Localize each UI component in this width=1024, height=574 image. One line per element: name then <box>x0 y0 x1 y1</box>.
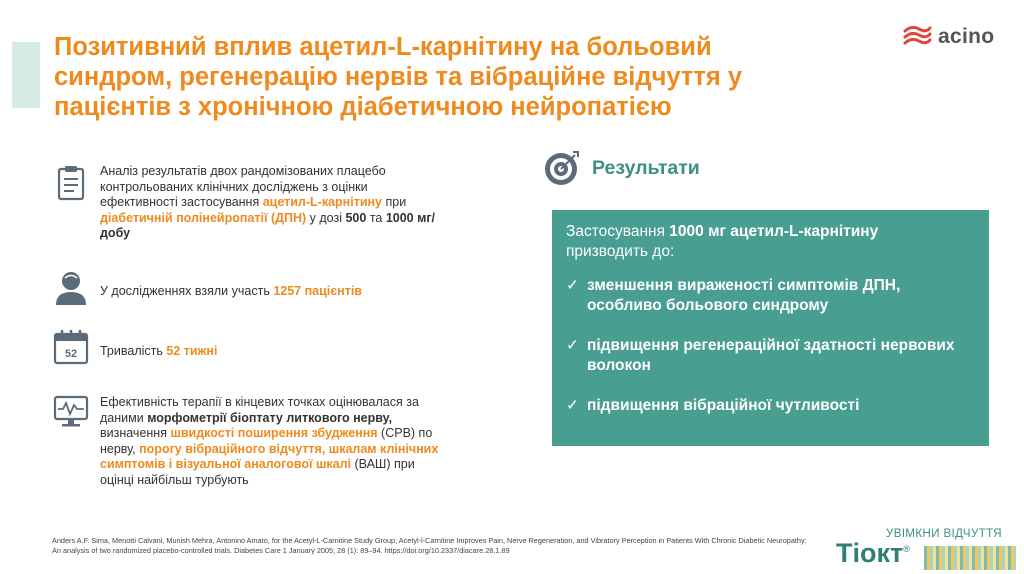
text-segment: при <box>382 195 407 209</box>
check-icon: ✓ <box>566 337 579 354</box>
results-list-item <box>566 396 977 416</box>
text-segment: Тривалість <box>100 344 167 358</box>
text-segment: (ВАШ) при оцінці найбільш турбують <box>100 457 415 487</box>
highlighted-text: ацетил-L-карнітину <box>262 195 383 209</box>
highlighted-text: швидкості поширення збудження <box>170 426 378 440</box>
results-item-text: підвищення регенераційної здатності нервових волокон <box>587 337 955 374</box>
text-segment: та <box>366 210 386 225</box>
check-icon: ✓ <box>566 397 579 414</box>
highlighted-text: порогу вібраційного відчуття, шкалам клінічних симптомів і візуальної аналогової шкалі <box>100 441 439 471</box>
text-segment: визначення <box>100 426 171 440</box>
results-lead-pre: Застосування <box>566 223 670 240</box>
brand-slogan: УВІМКНИ ВІДЧУТТЯ <box>886 528 1002 540</box>
highlighted-text: діабетичній полінейропатії (ДПН) <box>100 210 307 225</box>
patients-text <box>100 284 436 300</box>
patient-icon <box>52 268 90 306</box>
target-icon <box>542 148 582 188</box>
title-line-3: пацієнтів з хронічною діабетичною нейропатією <box>54 93 672 121</box>
duration-item <box>52 328 218 366</box>
references: Anders A.F. Sima, Menotti Calvani, Munish Mehra, Antonino Amato, for the Acetyl-L-Carnitine Study Group; Acetyl-l-Carnitine Improves Pain, Nerve Regeneration, and Vibratory Perception in Patients With Chronic Diabetic Neuropathy: An analysis of two randomized placebo-controlled trials. Diabetes Care 1 January 2005; 28 (1): 89–94. https://doi.org/10.2337/diacare.28.1.89 <box>52 536 807 555</box>
results-lead-dose: 1000 мг ацетил-L-карнітину <box>669 223 879 240</box>
brand-name-text: Тіокт <box>836 538 904 568</box>
duration-text <box>100 344 436 360</box>
results-list <box>566 276 977 416</box>
bold-text: 1000 мг/добу <box>100 210 436 240</box>
tiokt-brand <box>836 526 1016 570</box>
acino-logo-icon <box>902 23 932 51</box>
efficacy-item <box>52 392 439 487</box>
title-line-1: Позитивний вплив ацетил-L-карнітину на больовий <box>54 33 712 61</box>
bold-text: 500 <box>345 210 367 225</box>
title-line-2: синдром, регенерацію нервів та вібраційне відчуття у <box>54 63 743 91</box>
monitor-icon <box>52 392 90 430</box>
highlighted-text: 1257 пацієнтів <box>273 284 362 298</box>
page-title <box>54 32 914 122</box>
results-list-item <box>566 336 977 376</box>
bold-text: морфометрії біоптату литкового нерву, <box>147 410 393 425</box>
study-analysis-item <box>52 164 436 240</box>
acino-logo <box>902 23 994 51</box>
text-segment: Ефективність терапії в кінцевих точках оцінювалася за даними <box>100 395 419 425</box>
text-segment: у дозі <box>306 210 346 225</box>
brand-name <box>836 538 910 569</box>
brand-stripes <box>924 546 1016 570</box>
results-lead-post: призводить до: <box>566 243 675 260</box>
results-title: Результати <box>592 156 700 179</box>
text-segment: У дослідженнях взяли участь <box>100 284 274 298</box>
results-item-text: зменшення вираженості симптомів ДПН, особливо больового синдрому <box>587 277 901 314</box>
results-lead <box>566 222 977 262</box>
patients-item <box>52 268 362 306</box>
check-icon: ✓ <box>566 277 579 294</box>
efficacy-text <box>100 395 440 488</box>
results-heading <box>542 148 700 188</box>
acino-logo-text: acino <box>938 25 995 48</box>
highlighted-text: 52 тижні <box>166 344 218 358</box>
text-segment: (СРВ) по нерву, <box>100 426 433 456</box>
results-list-item <box>566 276 977 316</box>
clipboard-icon <box>52 164 90 202</box>
results-item-text: підвищення вібраційної чутливості <box>587 397 860 414</box>
results-panel <box>552 210 989 446</box>
study-analysis-text <box>100 164 436 242</box>
brand-reg-mark: ® <box>903 544 910 554</box>
calendar-icon <box>52 328 90 366</box>
calendar-number: 52 <box>64 348 78 360</box>
text-segment: Аналіз результатів двох рандомізованих плацебо контрольованих клінічних досліджень з оцінки ефективності застосування <box>100 164 386 209</box>
title-accent-bar <box>12 42 40 108</box>
